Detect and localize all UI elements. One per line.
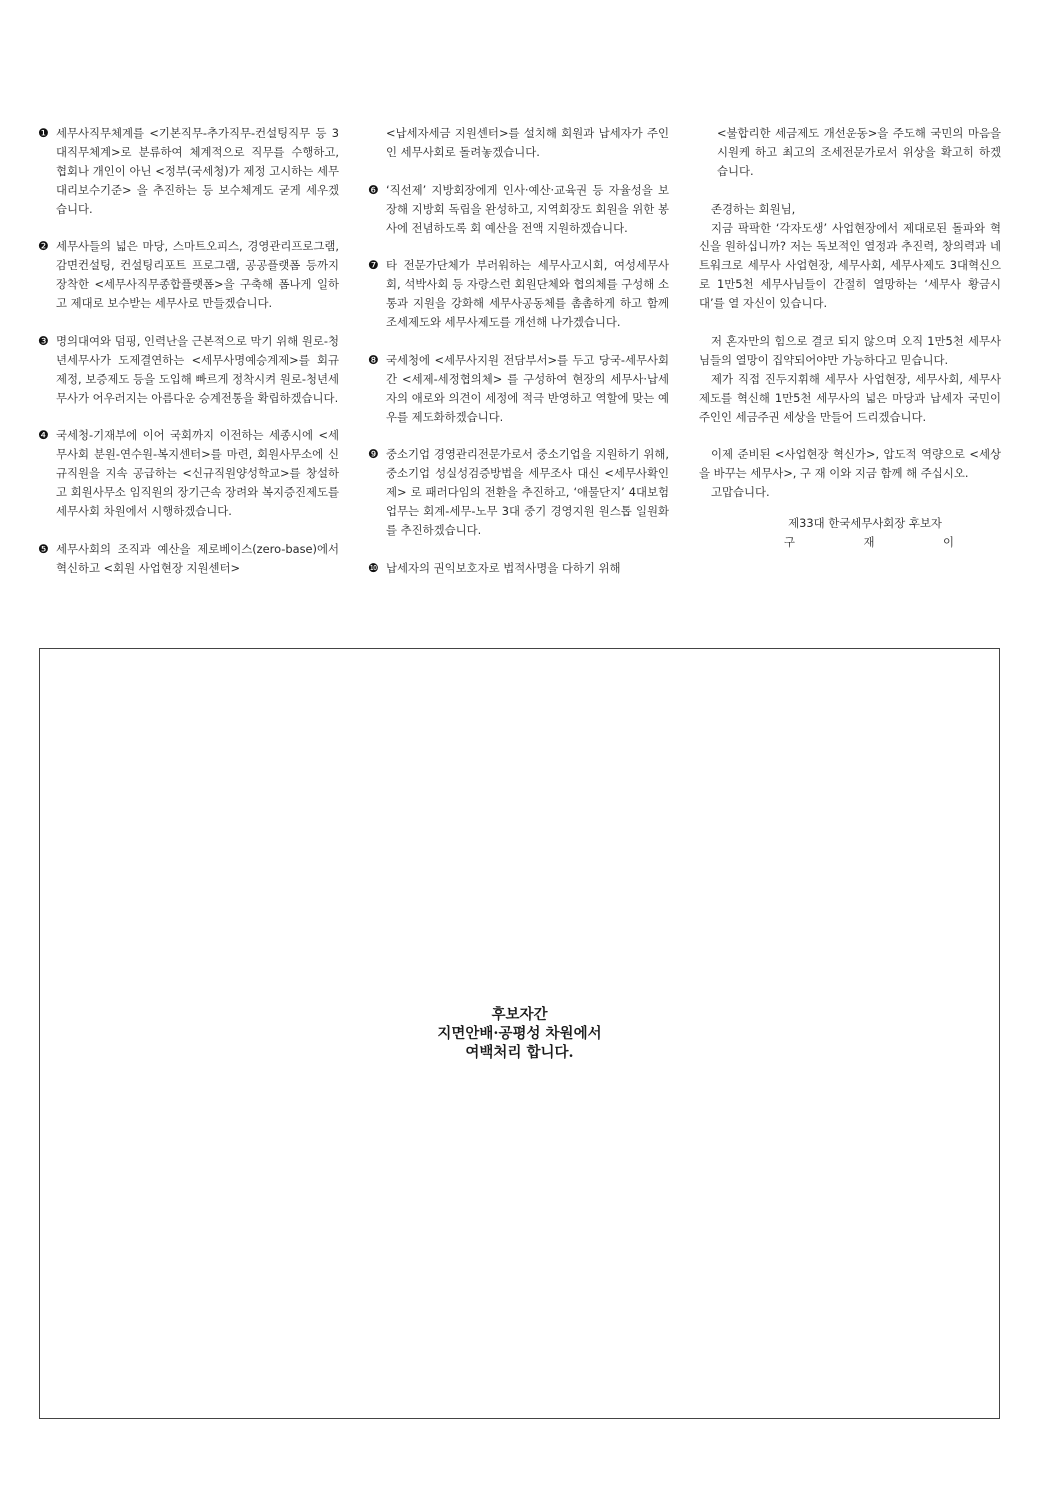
pledge-number: ❶ bbox=[38, 126, 49, 140]
body-paragraph: 저 혼자만의 힘으로 결코 되지 않으며 오직 1만5천 세무사님들의 열망이 집약되어야만 가능하다고 믿습니다. bbox=[699, 333, 1001, 367]
pledge-item bbox=[368, 351, 669, 427]
pledge-text: 명의대여와 덤핑, 인력난을 근본적으로 막기 위해 원로-청년세무사가 도제결연하는 <세무사명예승계제>를 회규제정, 보증제도 등을 도입해 빠르게 정착시켜 원로-청년세무사가 어우러지는 아름다운 승계전통을 확립하겠습니다. bbox=[56, 333, 339, 405]
pledge-text: 중소기업 경영관리전문가로서 중소기업을 지원하기 위해, 중소기업 성실성검증방법을 세무조사 대신 <세무사확인제> 로 패러다임의 전환을 추진하고, ‘애물단지’ 4대보험 업무는 회계-세무-노무 3대 중기 경영지원 원스톱 일원화를 추진하겠습니다. bbox=[386, 447, 669, 537]
pledge-item bbox=[38, 237, 339, 313]
pledge-text: 국세청-기재부에 이어 국회까지 이전하는 세종시에 <세무사회 분원-연수원-복지센터>를 마련, 회원사무소에 신규직원을 지속 공급하는 <신규직원양성학교>를 창설하고 회원사무소 임직원의 장기근속 장려와 복지증진제도를 세무사회 차원에서 시행하겠습니다. bbox=[56, 428, 339, 519]
pledge-continuation: <납세자세금 지원센터>를 설치해 회원과 납세자가 주인인 세무사회로 돌려놓겠습니다. bbox=[386, 126, 669, 159]
pledge-number: ❸ bbox=[38, 333, 49, 348]
signature-name-char: 재 bbox=[863, 534, 875, 549]
pledge-number: ❹ bbox=[38, 428, 49, 443]
greeting-block bbox=[699, 200, 1001, 313]
closing-block bbox=[699, 445, 1001, 502]
pledge-number: ❺ bbox=[38, 541, 49, 556]
notice-line: 후보자간 bbox=[491, 1006, 548, 1023]
pledge-text: 납세자의 권익보호자로 법적사명을 다하기 위해 bbox=[386, 560, 621, 575]
pledge-text: 세무사직무체계를 <기본직무-추가직무-컨설팅직무 등 3대직무체계>로 분류하여 체계적으로 직무를 수행하고, 협회나 개인이 아닌 <정부(국세청)가 제정 고시하는 세무대리보수기준> 을 추진하는 등 보수체계도 굳게 세우겠습니다. bbox=[56, 126, 339, 216]
greeting-salutation: 존경하는 회원님, bbox=[711, 201, 796, 216]
signature-name-char: 이 bbox=[942, 534, 954, 549]
blank-space-box bbox=[39, 648, 1000, 1419]
pledge-number: ❽ bbox=[368, 352, 379, 367]
pledge-number: ❾ bbox=[368, 447, 379, 462]
pledge-item bbox=[368, 445, 669, 540]
body-block bbox=[699, 332, 1001, 427]
pledge-text: ‘직선제’ 지방회장에게 인사·예산·교육권 등 자율성을 보장해 지방회 독립을 완성하고, 지역회장도 회원을 위한 봉사에 전념하도록 회 예산을 전액 지원하겠습니다. bbox=[386, 182, 669, 235]
pledge-item bbox=[368, 559, 669, 578]
pledge-text: 세무사회의 조직과 예산을 제로베이스(zero-base)에서 혁신하고 <회원 사업현장 지원센터> bbox=[56, 541, 339, 575]
pledge-item bbox=[38, 332, 339, 408]
closing-paragraph: 이제 준비된 <사업현장 혁신가>, 압도적 역량으로 <세상을 바꾸는 세무사>, 구 재 이와 지금 함께 해 주십시오. bbox=[699, 447, 1001, 481]
column-2 bbox=[368, 124, 669, 578]
signature-name-char: 구 bbox=[784, 534, 796, 549]
pledge-item bbox=[368, 181, 669, 238]
column-3 bbox=[699, 124, 1001, 552]
pledge-continuation: <불합리한 세금제도 개선운동>을 주도해 국민의 마음을 시원케 하고 최고의 조세전문가로서 위상을 확고히 하겠습니다. bbox=[717, 126, 1001, 178]
pledge-text: 국세청에 <세무사지원 전담부서>를 두고 당국-세무사회 간 <세제-세정협의체> 를 구성하여 현장의 세무사·납세자의 애로와 의견이 세정에 적극 반영하고 역할에 맞는 예우를 제도화하겠습니다. bbox=[386, 352, 669, 424]
pledge-item bbox=[38, 124, 339, 219]
pledge-text: 타 전문가단체가 부러워하는 세무사고시회, 여성세무사회, 석박사회 등 자랑스런 회원단체와 협의체를 구성해 소통과 지원을 강화해 세무사공동체를 촘촘하게 하고 함께 조세제도와 세무사제도를 개선해 나가겠습니다. bbox=[386, 258, 669, 330]
signature-name bbox=[776, 533, 954, 552]
pledge-item bbox=[368, 256, 669, 332]
body-paragraph: 지금 팍팍한 ‘각자도생’ 사업현장에서 제대로된 돌파와 혁신을 원하십니까? 저는 독보적인 열정과 추진력, 창의력과 네트워크로 세무사 사업현장, 세무사회, 세무사제도 3대혁신으로 1만5천 세무사님들이 간절히 열망하는 ‘세무사 황금시대’를 열 자신이 있습니다. bbox=[699, 220, 1001, 311]
notice-line: 지면안배·공평성 차원에서 bbox=[437, 1025, 602, 1042]
column-1 bbox=[38, 124, 339, 578]
pledge-text: 세무사들의 넓은 마당, 스마트오피스, 경영관리프로그램, 감면컨설팅, 컨설팅리포트 프로그램, 공공플랫폼 등까지 장착한 <세무사직무종합플랫폼>을 구축해 폼나게 일하고 제대로 보수받는 세무사로 만들겠습니다. bbox=[56, 239, 339, 311]
blank-space-notice bbox=[40, 1005, 999, 1062]
signature bbox=[699, 514, 1001, 552]
pledge-number: ❿ bbox=[368, 560, 379, 575]
signature-title: 제33대 한국세무사회장 후보자 bbox=[788, 516, 942, 531]
body-paragraph: 제가 직접 진두지휘해 세무사 사업현장, 세무사회, 세무사제도를 혁신해 1만5천 세무사의 넓은 마당과 납세자 국민이 주인인 세금주권 세상을 만들어 드리겠습니다. bbox=[699, 371, 1001, 424]
pledge-number: ❷ bbox=[38, 239, 49, 254]
pledge-item bbox=[38, 426, 339, 521]
pledge-number: ❼ bbox=[368, 258, 379, 273]
notice-line: 여백처리 합니다. bbox=[465, 1044, 574, 1061]
closing-thanks: 고맙습니다. bbox=[711, 485, 770, 500]
pledge-item bbox=[38, 540, 339, 578]
pledge-number: ❻ bbox=[368, 182, 379, 197]
